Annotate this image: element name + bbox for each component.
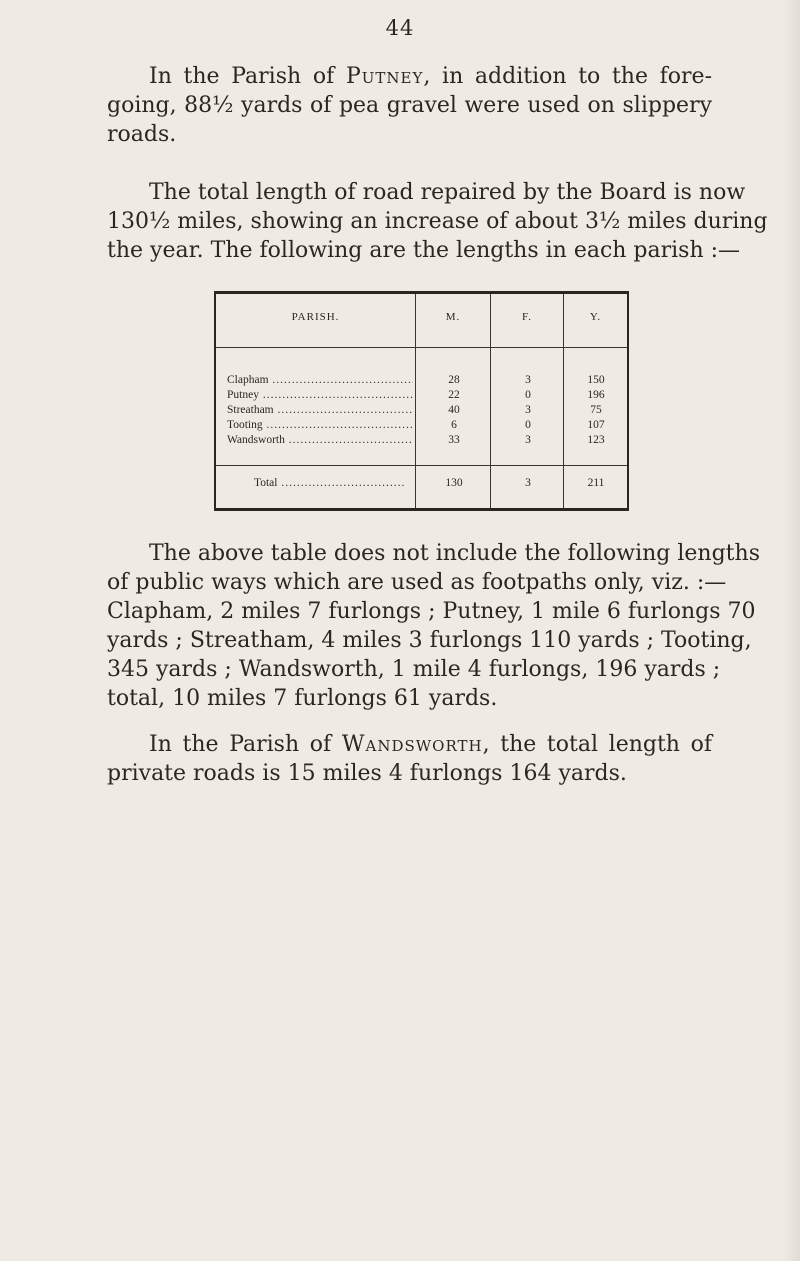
paragraph-line: of public ways which are used as footpaths only, viz. :— xyxy=(107,570,727,595)
paragraph-line xyxy=(107,730,712,759)
yards-cell: 150 xyxy=(587,374,605,386)
header-parish: PARISH. xyxy=(291,311,340,323)
parish-cell: Putney ..... xyxy=(227,388,413,402)
yards-cell: 75 xyxy=(590,404,602,416)
paragraph-line: going, 88½ yards of pea gravel were used on slippery xyxy=(107,93,712,118)
table-total-row xyxy=(216,476,627,490)
parish-name-wandsworth: Wandsworth xyxy=(341,732,483,757)
text-run: , in addition to the fore- xyxy=(423,64,713,89)
paragraph-line: 130½ miles, showing an increase of about 3½ miles during xyxy=(107,209,768,234)
furlongs-cell: 0 xyxy=(525,419,531,431)
miles-cell: 28 xyxy=(448,374,460,386)
header-furlongs: F. xyxy=(522,311,532,323)
table-row xyxy=(216,433,627,447)
yards-cell: 123 xyxy=(587,434,605,446)
page-edge-shadow xyxy=(782,0,800,1261)
table-row xyxy=(216,373,627,387)
parish-cell: Tooting ..... xyxy=(227,418,413,432)
paragraph-footpaths xyxy=(107,539,760,713)
total-label: Total ..... xyxy=(254,476,413,490)
total-furlongs: 3 xyxy=(525,477,531,489)
table-row xyxy=(216,388,627,402)
text-run: , the total length of xyxy=(482,732,713,757)
furlongs-cell: 3 xyxy=(525,374,531,386)
table-row xyxy=(216,418,627,432)
miles-cell: 33 xyxy=(448,434,460,446)
header-miles: M. xyxy=(445,311,461,323)
text-run: In the Parish of xyxy=(149,64,335,89)
furlongs-cell: 3 xyxy=(525,404,531,416)
text-run: In the Parish of xyxy=(149,732,332,757)
paragraph-line: total, 10 miles 7 furlongs 61 yards. xyxy=(107,686,498,711)
parish-name-putney: Putney xyxy=(345,64,424,89)
miles-cell: 40 xyxy=(448,404,460,416)
paragraph-line: The total length of road repaired by the Board is now xyxy=(149,180,746,205)
page-number: 44 xyxy=(385,16,415,40)
paragraph-putney-gravel xyxy=(107,62,712,149)
table-row xyxy=(216,403,627,417)
paragraph-total-length xyxy=(107,178,768,265)
yards-cell: 196 xyxy=(587,389,605,401)
parish-cell: Wandsworth ..... xyxy=(227,433,413,447)
paragraph-line: Clapham, 2 miles 7 furlongs ; Putney, 1 mile 6 furlongs 70 xyxy=(107,599,756,624)
total-yards: 211 xyxy=(587,477,605,489)
total-divider xyxy=(216,465,627,466)
total-miles: 130 xyxy=(445,477,463,489)
paragraph-line: The above table does not include the following lengths xyxy=(149,541,760,566)
header-divider xyxy=(216,347,627,348)
furlongs-cell: 0 xyxy=(525,389,531,401)
paragraph-line: the year. The following are the lengths in each parish :— xyxy=(107,238,741,263)
paragraph-line: private roads is 15 miles 4 furlongs 164 yards. xyxy=(107,761,627,786)
paragraph-line: yards ; Streatham, 4 miles 3 furlongs 110 yards ; Tooting, xyxy=(107,628,752,653)
header-yards: Y. xyxy=(589,311,602,323)
yards-cell: 107 xyxy=(587,419,605,431)
paragraph-line xyxy=(107,62,712,91)
furlongs-cell: 3 xyxy=(525,434,531,446)
paragraph-line: roads. xyxy=(107,122,177,147)
miles-cell: 6 xyxy=(451,419,457,431)
road-lengths-table xyxy=(214,291,629,511)
parish-cell: Clapham ..... xyxy=(227,373,413,387)
parish-cell: Streatham ..... xyxy=(227,403,413,417)
paragraph-line: 345 yards ; Wandsworth, 1 mile 4 furlongs, 196 yards ; xyxy=(107,657,721,682)
paragraph-private-roads xyxy=(107,730,712,788)
miles-cell: 22 xyxy=(448,389,460,401)
